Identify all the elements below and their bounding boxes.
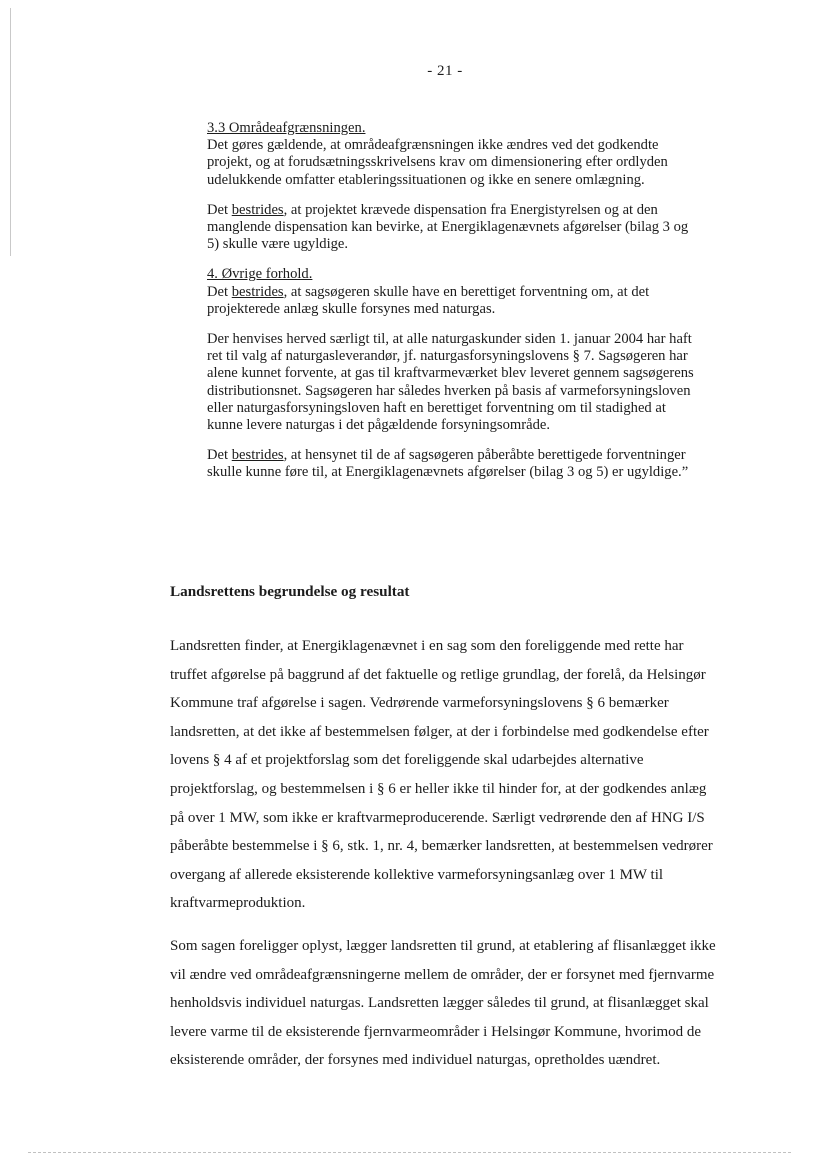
quote-heading-oevrige-forhold: 4. Øvrige forhold. <box>207 266 313 283</box>
quote-paragraph-omraade: Det gøres gældende, at områdeafgrænsningen ikke ændres ved det godkendte projekt, og at forudsætningsskrivelsens krav om dimensionering efter ordlyden udelukkende omfatter etableringssituationen og ikke en senere omlægning. <box>207 137 668 188</box>
text-run: , at hensynet til de af sagsøgeren påberåbte berettigede forventninger skulle kunne føre til, at Energiklagenævnets afgørelser (bilag 3 og 5) er ugyldige.” <box>207 447 689 481</box>
text-run: Det <box>207 447 232 464</box>
judgment-section-heading: Landsrettens begrundelse og resultat <box>170 583 410 600</box>
text-run: Det <box>207 283 232 300</box>
quote-heading-omraadeafgraensningen: 3.3 Områdeafgrænsningen. <box>207 120 366 136</box>
quote-paragraph-hensyn <box>207 447 695 481</box>
quoted-pleading-block <box>207 120 695 495</box>
judgment-paragraph-1: Landsretten finder, at Energiklagenævnet i en sag som den foreliggende med rette har truffet afgørelse på baggrund af det faktuelle og retlige grundlag, der forelå, da Helsingør Kommune traf afgørelse i sagen. Vedrørende varmeforsyningslovens § 6 bemærker landsretten, at det ikke af bestemmelsen følger, at der i forbindelse med godkendelse efter lovens § 4 af et projektforslag som det foreliggende skal udarbejdes alternative projektforslag, og bestemmelsen i § 6 er heller ikke til hinder for, at der godkendes anlæg på over 1 MW, som ikke er kraftvarmeproducerende. Særligt vedrørende den af HNG I/S påberåbte bestemmelse i § 6, stk. 1, nr. 4, bemærker landsretten, at bestemmelsen vedrører overgang af allerede eksisterende kollektive varmeforsyningsanlæg over 1 MW til kraftvarmeproduktion. <box>170 638 713 912</box>
page-number: - 21 - <box>427 63 463 79</box>
scan-artifact-left-line <box>10 8 11 256</box>
quote-paragraph-henvisning: Der henvises herved særligt til, at alle naturgaskunder siden 1. januar 2004 har haft ret til valg af naturgasleverandør, jf. naturgasforsyningslovens § 7. Sagsøgeren har alene kunnet forvente, at gas til kraftvarmeværket blev leveret gennem sagsøgerens distributionsnet. Sagsøgeren har således hverken på basis af varmeforsyningsloven eller naturgasforsyningsloven haft en berettiget forventning om til stadighed at kunne levere naturgas i det pågældende forsyningsområde. <box>207 331 694 434</box>
text-run: , at projektet krævede dispensation fra Energistyrelsen og at den manglende dispensation kan bevirke, at Energiklagenævnets afgørelser (bilag 3 og 5) skulle være ugyldige. <box>207 201 689 253</box>
text-run-underlined: bestrides <box>231 201 284 218</box>
text-run: , at sagsøgeren skulle have en berettiget forventning om, at det projekterede anlæg skulle forsynes med naturgas. <box>207 283 650 317</box>
text-run-underlined: bestrides <box>231 283 284 300</box>
scan-artifact-bottom-dashed-line <box>28 1152 791 1153</box>
quote-paragraph-forventning <box>207 284 695 318</box>
quote-paragraph-dispensation <box>207 202 695 254</box>
judgment-body <box>170 632 719 1089</box>
judgment-paragraph-2: Som sagen foreligger oplyst, lægger landsretten til grund, at etablering af flisanlægget ikke vil ændre ved områdeafgrænsningerne mellem de områder, der er forsynet med fjernvarme henholdsvis individuel naturgas. Landsretten lægger således til grund, at flisanlægget skal levere varme til de eksisterende fjernvarmeområder i Helsingør Kommune, hvorimod de eksisterende områder, der forsynes med individuel naturgas, opretholdes uændret. <box>170 937 716 1069</box>
text-run: Det <box>207 201 232 218</box>
text-run-underlined: bestrides <box>231 447 284 464</box>
